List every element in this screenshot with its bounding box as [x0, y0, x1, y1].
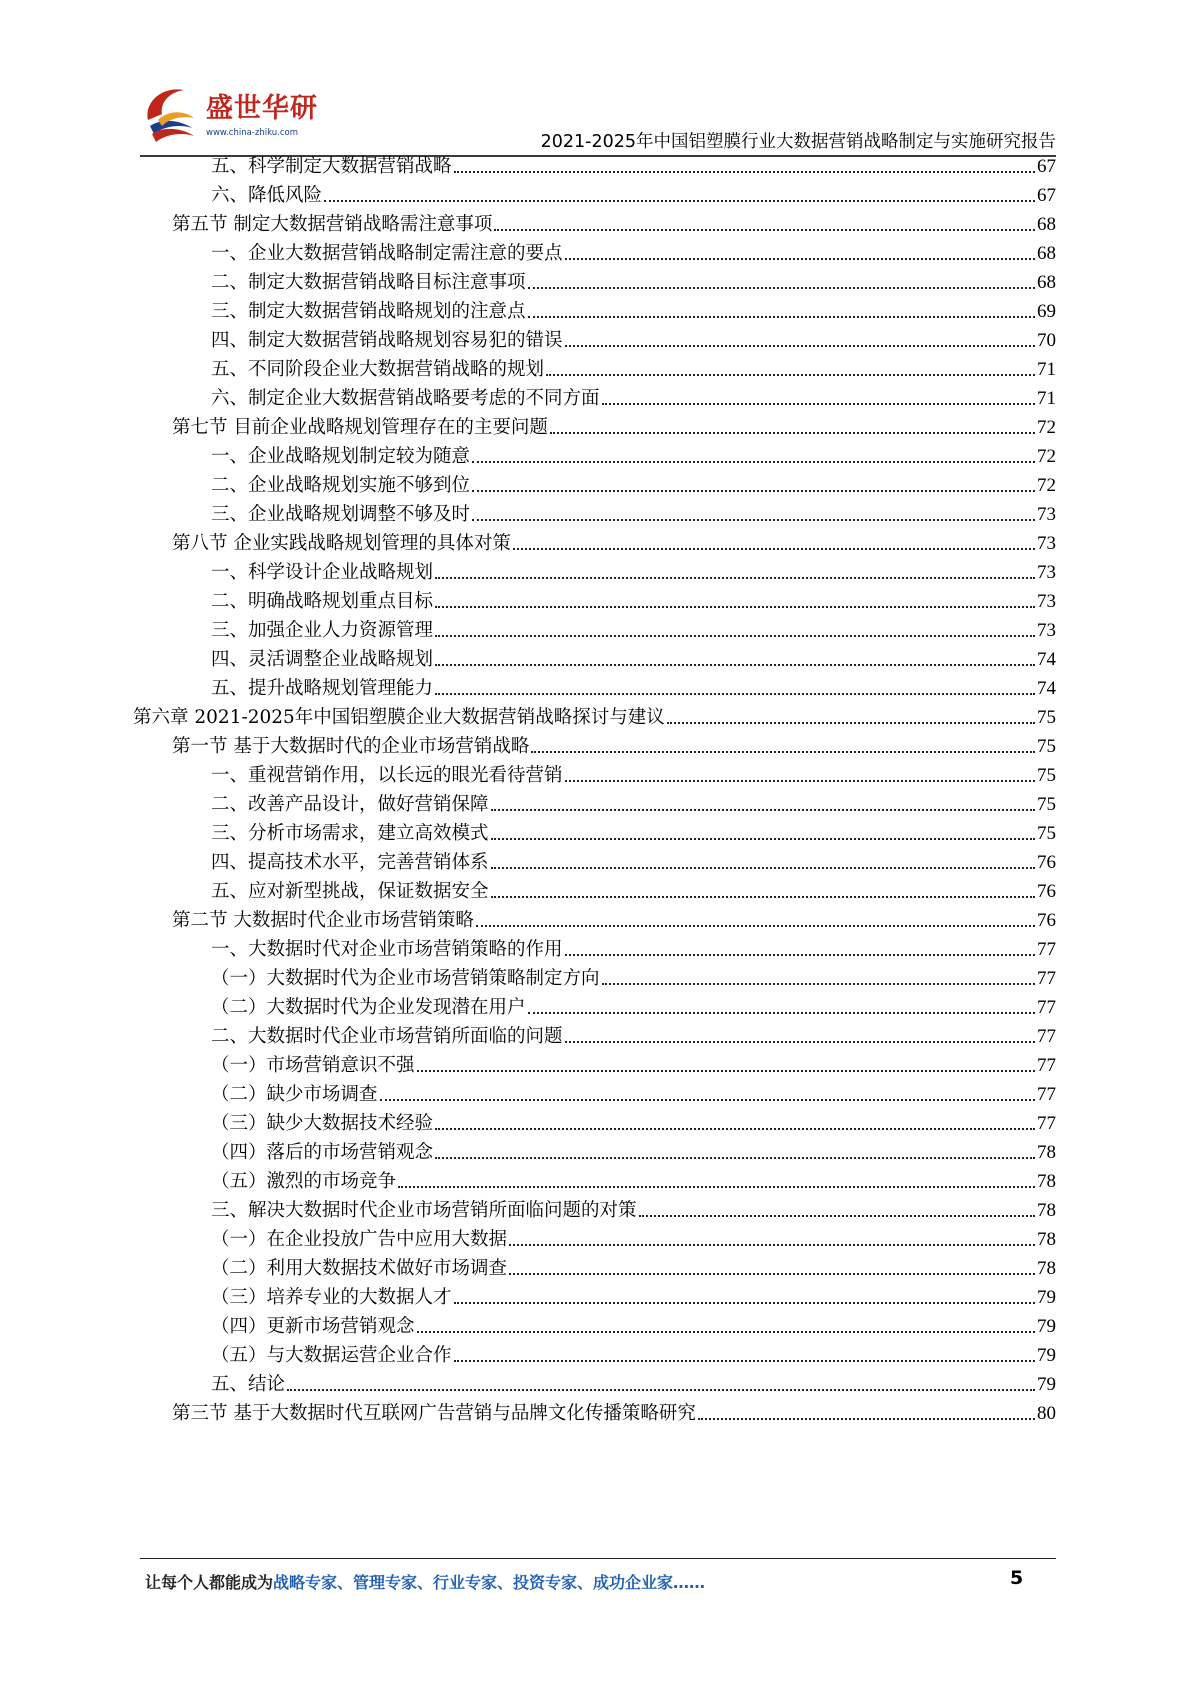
toc-entry[interactable]: [211, 177, 1056, 208]
toc-leader-dots: [380, 1099, 1035, 1101]
toc-entry-page: 71: [1037, 388, 1056, 409]
footer-slogan-prefix: 让每个人都能成为: [145, 1573, 274, 1592]
toc-entry-title: 一、重视营销作用，以长远的眼光看待营销: [211, 765, 563, 786]
toc-entry-title: 六、制定企业大数据营销战略要考虑的不同方面: [211, 388, 600, 409]
toc-entry[interactable]: [211, 1105, 1056, 1136]
toc-entry[interactable]: [211, 1163, 1056, 1194]
toc-leader-dots: [491, 838, 1035, 840]
toc-entry-page: 78: [1037, 1200, 1056, 1221]
toc-leader-dots: [513, 548, 1035, 550]
logo-text: 盛世华研: [206, 93, 318, 124]
toc-entry-title: 三、加强企业人力资源管理: [211, 620, 434, 641]
toc-entry[interactable]: [211, 1221, 1056, 1252]
toc-entry[interactable]: [172, 409, 1056, 440]
toc-entry-page: 68: [1037, 243, 1056, 264]
toc-entry[interactable]: [211, 786, 1056, 817]
toc-entry-title: 一、企业战略规划制定较为随意: [211, 446, 471, 467]
toc-entry[interactable]: [211, 235, 1056, 266]
toc-entry-title: （二）缺少市场调查: [211, 1084, 378, 1105]
toc-entry[interactable]: [211, 583, 1056, 614]
toc-entry[interactable]: [211, 1192, 1056, 1223]
toc-entry-title: 二、大数据时代企业市场营销所面临的问题: [211, 1026, 563, 1047]
toc-entry[interactable]: [211, 322, 1056, 353]
toc-entry-page: 73: [1037, 620, 1056, 641]
toc-entry[interactable]: [211, 873, 1056, 904]
toc-entry-page: 68: [1037, 214, 1056, 235]
toc-entry[interactable]: [172, 902, 1056, 933]
toc-entry-page: 79: [1037, 1374, 1056, 1395]
toc-leader-dots: [435, 664, 1035, 666]
toc-entry-title: 五、应对新型挑战，保证数据安全: [211, 881, 489, 902]
toc-entry-page: 79: [1037, 1345, 1056, 1366]
toc-leader-dots: [454, 171, 1035, 173]
toc-leader-dots: [491, 867, 1035, 869]
toc-entry-page: 75: [1037, 765, 1056, 786]
toc-entry-title: （二）大数据时代为企业发现潜在用户: [211, 997, 526, 1018]
toc-leader-dots: [435, 606, 1035, 608]
toc-entry-title: （五）激烈的市场竞争: [211, 1171, 397, 1192]
toc-entry-title: （三）缺少大数据技术经验: [211, 1113, 434, 1134]
toc-entry-title: 一、大数据时代对企业市场营销策略的作用: [211, 939, 563, 960]
toc-entry-title: （一）大数据时代为企业市场营销策略制定方向: [211, 968, 600, 989]
toc-leader-dots: [287, 1389, 1035, 1391]
toc-leader-dots: [565, 780, 1035, 782]
toc-entry-page: 79: [1037, 1316, 1056, 1337]
toc-entry-page: 77: [1037, 1026, 1056, 1047]
toc-leader-dots: [491, 809, 1035, 811]
toc-entry-title: （四）落后的市场营销观念: [211, 1142, 434, 1163]
document-title: 2021-2025年中国铝塑膜行业大数据营销战略制定与实施研究报告: [540, 132, 1056, 152]
toc-leader-dots: [435, 1128, 1035, 1130]
toc-entry-title: 一、科学设计企业战略规划: [211, 562, 434, 583]
toc-entry-page: 70: [1037, 330, 1056, 351]
toc-entry[interactable]: [211, 989, 1056, 1020]
toc-entry-title: 第二节 大数据时代企业市场营销策略: [172, 910, 474, 931]
toc-entry-page: 71: [1037, 359, 1056, 380]
toc-entry-page: 69: [1037, 301, 1056, 322]
toc-leader-dots: [472, 519, 1035, 521]
toc-entry-title: 四、灵活调整企业战略规划: [211, 649, 434, 670]
toc-entry-title: （四）更新市场营销观念: [211, 1316, 415, 1337]
toc-entry-page: 74: [1037, 649, 1056, 670]
toc-entry-page: 78: [1037, 1142, 1056, 1163]
toc-entry[interactable]: [211, 293, 1056, 324]
toc-leader-dots: [565, 345, 1035, 347]
toc-entry-title: 第一节 基于大数据时代的企业市场营销战略: [172, 736, 530, 757]
toc-entry-page: 77: [1037, 997, 1056, 1018]
toc-entry-page: 75: [1037, 736, 1056, 757]
toc-entry[interactable]: [133, 699, 1056, 730]
toc-leader-dots: [546, 374, 1035, 376]
toc-entry-title: 第八节 企业实践战略规划管理的具体对策: [172, 533, 511, 554]
toc-entry[interactable]: [172, 728, 1056, 759]
toc-entry-title: （五）与大数据运营企业合作: [211, 1345, 452, 1366]
toc-leader-dots: [435, 1157, 1035, 1159]
toc-entry-page: 73: [1037, 562, 1056, 583]
toc-entry-title: 五、结论: [211, 1374, 286, 1395]
toc-entry[interactable]: [172, 206, 1056, 237]
toc-entry-page: 79: [1037, 1287, 1056, 1308]
toc-entry[interactable]: [211, 496, 1056, 527]
toc-entry-page: 77: [1037, 968, 1056, 989]
toc-entry-title: 六、降低风险: [211, 185, 323, 206]
toc-entry[interactable]: [211, 264, 1056, 295]
toc-leader-dots: [698, 1418, 1035, 1420]
toc-entry[interactable]: [211, 148, 1056, 179]
toc-leader-dots: [602, 983, 1035, 985]
toc-leader-dots: [509, 1273, 1035, 1275]
toc-entry[interactable]: [211, 467, 1056, 498]
toc-entry-page: 75: [1037, 707, 1056, 728]
toc-entry[interactable]: [211, 1018, 1056, 1049]
toc-leader-dots: [565, 1041, 1035, 1043]
toc-entry-page: 73: [1037, 504, 1056, 525]
toc-entry[interactable]: [211, 1308, 1056, 1339]
toc-entry[interactable]: [172, 1395, 1056, 1426]
toc-entry-title: 五、不同阶段企业大数据营销战略的规划: [211, 359, 545, 380]
toc-entry[interactable]: [211, 1366, 1056, 1397]
toc-entry-title: 第五节 制定大数据营销战略需注意事项: [172, 214, 493, 235]
toc-entry-page: 72: [1037, 475, 1056, 496]
toc-leader-dots: [454, 1302, 1035, 1304]
toc-entry-title: 第三节 基于大数据时代互联网广告营销与品牌文化传播策略研究: [172, 1403, 696, 1424]
toc-leader-dots: [639, 1215, 1035, 1217]
toc-leader-dots: [494, 229, 1035, 231]
toc-leader-dots: [528, 287, 1035, 289]
toc-entry-title: 三、解决大数据时代企业市场营销所面临问题的对策: [211, 1200, 637, 1221]
toc-entry[interactable]: [172, 525, 1056, 556]
toc-entry-title: 二、企业战略规划实施不够到位: [211, 475, 471, 496]
toc-entry-page: 67: [1037, 156, 1056, 177]
company-logo-icon: [140, 80, 210, 150]
toc-entry-page: 76: [1037, 852, 1056, 873]
toc-leader-dots: [398, 1186, 1035, 1188]
toc-entry-page: 75: [1037, 794, 1056, 815]
footer-slogan-highlight: 战略专家、管理专家、行业专家、投资专家、成功企业家……: [273, 1573, 706, 1592]
toc-leader-dots: [509, 1244, 1035, 1246]
toc-entry-page: 77: [1037, 939, 1056, 960]
toc-entry[interactable]: [211, 1047, 1056, 1078]
toc-entry-page: 76: [1037, 881, 1056, 902]
toc-entry-page: 68: [1037, 272, 1056, 293]
toc-entry-page: 67: [1037, 185, 1056, 206]
toc-entry-page: 78: [1037, 1229, 1056, 1250]
toc-entry-page: 76: [1037, 910, 1056, 931]
toc-entry-title: （二）利用大数据技术做好市场调查: [211, 1258, 508, 1279]
toc-leader-dots: [417, 1331, 1035, 1333]
toc-leader-dots: [565, 954, 1035, 956]
footer-slogan: [145, 1570, 705, 1593]
logo-url: www.china-zhiku.com: [206, 128, 298, 138]
footer-divider: [140, 1558, 1056, 1559]
toc-entry-page: 73: [1037, 533, 1056, 554]
toc-leader-dots: [454, 1360, 1035, 1362]
toc-leader-dots: [435, 635, 1035, 637]
toc-entry-title: 第六章 2021-2025年中国铝塑膜企业大数据营销战略探讨与建议: [133, 707, 665, 728]
toc-entry-title: 四、制定大数据营销战略规划容易犯的错误: [211, 330, 563, 351]
toc-entry[interactable]: [211, 1279, 1056, 1310]
toc-leader-dots: [528, 1012, 1035, 1014]
toc-entry[interactable]: [211, 380, 1056, 411]
toc-entry[interactable]: [211, 1076, 1056, 1107]
toc-entry-title: 四、提高技术水平，完善营销体系: [211, 852, 489, 873]
toc-entry-title: 一、企业大数据营销战略制定需注意的要点: [211, 243, 563, 264]
toc-entry-title: （一）在企业投放广告中应用大数据: [211, 1229, 508, 1250]
toc-leader-dots: [491, 896, 1035, 898]
toc-leader-dots: [565, 258, 1035, 260]
toc-entry-page: 80: [1037, 1403, 1056, 1424]
toc-entry[interactable]: [211, 641, 1056, 672]
toc-entry[interactable]: [211, 931, 1056, 962]
toc-entry-page: 77: [1037, 1055, 1056, 1076]
toc-leader-dots: [324, 200, 1035, 202]
toc-entry-title: （三）培养专业的大数据人才: [211, 1287, 452, 1308]
toc-leader-dots: [435, 577, 1035, 579]
toc-leader-dots: [602, 403, 1035, 405]
toc-leader-dots: [531, 751, 1035, 753]
toc-entry-title: 五、科学制定大数据营销战略: [211, 156, 452, 177]
toc-entry-title: 二、制定大数据营销战略目标注意事项: [211, 272, 526, 293]
toc-leader-dots: [550, 432, 1035, 434]
toc-entry-title: 三、制定大数据营销战略规划的注意点: [211, 301, 526, 322]
toc-leader-dots: [528, 316, 1035, 318]
toc-entry-page: 72: [1037, 417, 1056, 438]
toc-entry[interactable]: [211, 670, 1056, 701]
page-number: 5: [1010, 1567, 1024, 1589]
toc-entry-page: 74: [1037, 678, 1056, 699]
toc-entry[interactable]: [211, 815, 1056, 846]
toc-entry[interactable]: [211, 612, 1056, 643]
page-header: [0, 0, 1191, 160]
toc-entry-page: 78: [1037, 1258, 1056, 1279]
toc-entry-page: 75: [1037, 823, 1056, 844]
toc-entry-title: 五、提升战略规划管理能力: [211, 678, 434, 699]
toc-leader-dots: [435, 693, 1035, 695]
toc-entry[interactable]: [211, 757, 1056, 788]
toc-leader-dots: [472, 490, 1035, 492]
toc-entry[interactable]: [211, 554, 1056, 585]
toc-entry-title: 二、改善产品设计，做好营销保障: [211, 794, 489, 815]
toc-entry[interactable]: [211, 844, 1056, 875]
toc-leader-dots: [667, 722, 1035, 724]
toc-entry[interactable]: [211, 1134, 1056, 1165]
toc-entry[interactable]: [211, 1337, 1056, 1368]
toc-entry-page: 77: [1037, 1113, 1056, 1134]
toc-entry-page: 72: [1037, 446, 1056, 467]
toc-entry[interactable]: [211, 438, 1056, 469]
toc-entry-title: 三、分析市场需求，建立高效模式: [211, 823, 489, 844]
toc-entry[interactable]: [211, 351, 1056, 382]
toc-leader-dots: [476, 925, 1035, 927]
toc-entry-page: 73: [1037, 591, 1056, 612]
toc-entry-title: 三、企业战略规划调整不够及时: [211, 504, 471, 525]
toc-entry-title: 第七节 目前企业战略规划管理存在的主要问题: [172, 417, 548, 438]
toc-entry[interactable]: [211, 1250, 1056, 1281]
toc-entry-page: 77: [1037, 1084, 1056, 1105]
toc-entry[interactable]: [211, 960, 1056, 991]
toc-entry-page: 78: [1037, 1171, 1056, 1192]
toc-leader-dots: [472, 461, 1035, 463]
toc-entry-title: 二、明确战略规划重点目标: [211, 591, 434, 612]
toc-leader-dots: [417, 1070, 1035, 1072]
toc-entry-title: （一）市场营销意识不强: [211, 1055, 415, 1076]
